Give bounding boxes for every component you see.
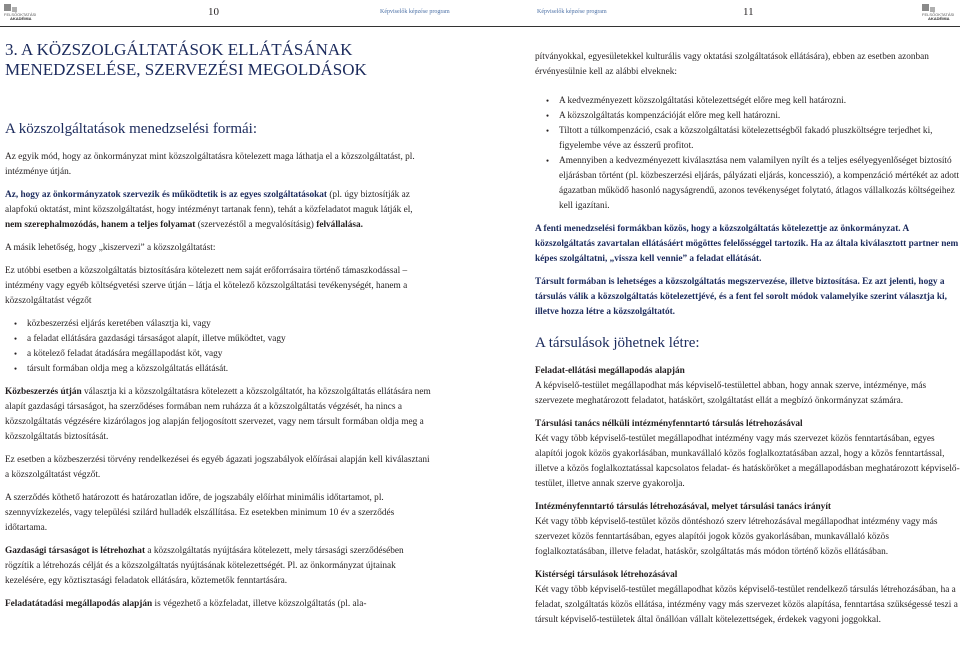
list-item: ● A kedvezményezett közszolgáltatási kötelezettségét előre meg kell határozni.: [559, 94, 960, 109]
paragraph: A szerződés köthető határozott és határozatlan időre, de jogszabály előírhat minimális időtartamot, pl. szennyvízkezelés, vagy települési szilárd hulladék elszállítása. Ez esetekben minimum 10 év a szerződés időtartama.: [5, 493, 395, 533]
section-title: A közszolgáltatások menedzselési formái:: [5, 121, 258, 137]
left-content: [5, 40, 431, 620]
subsection-title: Társulási tanács nélküli intézményfenntartó társulás létrehozásával: [535, 419, 803, 429]
paragraph: Két vagy több képviselő-testület megállapodhat közös képviselő-testület rendelkező társulás létrehozásában, ha a feladat, szolgáltatás közös ellátása, intézmény vagy más szervezet közös alapítása, fenntartása szükségessé teszi a társult képviselő-testületek által önállóan vállalt kötelezettségek, érdekek vagyoni joggokkal.: [535, 585, 958, 625]
paragraph: A másik lehetőség, hogy „kiszervezi” a közszolgáltatást:: [5, 243, 216, 253]
subsection-title: Intézményfenntartó társulás létrehozásával, melyet társulási tanács irányít: [535, 502, 831, 512]
paragraph: Az egyik mód, hogy az önkormányzat mint közszolgáltatásra kötelezett maga láthatja el a közszolgáltatást, pl. intézménye útján.: [5, 152, 415, 177]
paragraph: A képviselő-testület megállapodhat más képviselő-testülettel abban, hogy annak szerve, intézménye, más szervezete meghatározott feladatot, hatáskört, szolgáltatást ellát a megbízó önkormányzat számára.: [535, 381, 927, 406]
page-header: [0, 0, 480, 27]
paragraph: Két vagy több képviselő-testület megállapodhat intézmény vagy más szervezet közös fenntartásában, egyes alapítói jogok közös gyakorlásában, munkavállaló közös foglalkoztatásában azzal, hogy a közös fenntartással, illetve a közös foglalkoztatással kapcsolatos feladat- és hatásköröket a megállapodásban meghatározott képviselő-testület, illetve annak szerve gyakorolja.: [535, 434, 960, 489]
list-item: ● a kötelező feladat átadására megállapodást köt, vagy: [27, 347, 431, 362]
list-item: ● Amennyiben a kedvezményezett kiválasztása nem valamilyen nyílt és a teljes esélyegyenlőséget biztosító eljárásban történt (pl. közbeszerzési eljárás, pályázati eljárás, koncesszió), a kompenzáció mértékét az adott ágazatban működő hasonló nagyságrendű, azonos tevékenységet folytató, átlagos vállalkozás költségeihez kell igazítani.: [559, 154, 960, 214]
list-item: ● társult formában oldja meg a közszolgáltatás ellátását.: [27, 362, 431, 377]
subsection-title: Kistérségi társulások létrehozásával: [535, 570, 678, 580]
right-page: [480, 0, 960, 669]
paragraph: Társult formában is lehetséges a közszolgáltatás megszervezése, illetve biztosítása. Ez azt jelenti, hogy a társulás válik a közszolgáltatás kötelezettjévé, és a fent fel sorolt módok valamelyike szerint választja ki, illetve hozza létre a közszolgáltatót.: [535, 277, 947, 317]
paragraph: A fenti menedzselési formákban közös, hogy a közszolgáltatás kötelezettje az önkormányzat. A közszolgáltatás zavartalan ellátásáért mögöttes felelősséggel tartozik. Ha az általa kiválasztott partner nem képes szolgáltatni, „vissza kell vennie” a feladat ellátását.: [535, 224, 959, 264]
paragraph: Feladatátadási megállapodás alapján is végezhető a közfeladat, illetve közszolgáltatás (pl. ala-: [5, 599, 367, 609]
page-number: 10: [208, 6, 219, 18]
page-number: 11: [743, 6, 754, 18]
academy-logo-icon: FELSŐOKTATÁSI AKADÉMIA: [4, 4, 38, 21]
paragraph: Két vagy több képviselő-testület közös döntéshozó szerv létrehozásával megállapodhat intézmény vagy más szervezet közös fenntartásában, egyes alapítói jogok közös gyakorlásában, munkavállaló közös foglalkoztatásában, illetve feladat, hatáskör, szolgáltatás más módon történő közös ellátásában.: [535, 517, 938, 557]
chapter-title: 3. A KÖZSZOLGÁLTATÁSOK ELLÁTÁSÁNAK MENEDZSELÉSE, SZERVEZÉSI MEGOLDÁSOK: [5, 40, 367, 79]
list-item: ● A közszolgáltatás kompenzációját előre meg kell határozni.: [559, 109, 960, 124]
bullet-list: [5, 317, 431, 377]
page-header: [480, 0, 960, 27]
paragraph: Ez esetben a közbeszerzési törvény rendelkezései és egyéb ágazati jogszabályok előírásai alapján kell kiválasztani a közszolgáltatást végzőt.: [5, 455, 430, 480]
paragraph: pítványokkal, egyesületekkel kulturális vagy oktatási szolgáltatások ellátására), ebben az esetben azonban érvényesülnie kell az alábbi elveknek:: [535, 52, 929, 77]
paragraph: Gazdasági társaságot is létrehozhat a közszolgáltatás nyújtására kötelezett, mely társasági szerződésében rögzítik a létrehozás célját és a közszolgáltatás nyújtásának kötelezettségét. Pl. az önkormányzat újtainak kezelésére, egy köztisztasági feladatok ellátására, köztemetők fenntartására.: [5, 546, 404, 586]
academy-logo-icon: FELSŐOKTATÁSI AKADÉMIA: [922, 4, 956, 21]
header-program: Képviselők képzése program: [537, 9, 607, 15]
list-item: ● Tiltott a túlkompenzáció, csak a közszolgáltatási kötelezettségből fakadó pluszköltségre terjedhet ki, figyelembe véve az ésszerű profitot.: [559, 124, 960, 154]
section-title: A társulások jöhetnek létre:: [535, 335, 700, 351]
paragraph: Az, hogy az önkormányzatok szervezik és működtetik is az egyes szolgáltatásokat (pl. úgy biztosítják az alapfokú oktatást, mint közszolgáltatást, hogy intézményt tartanak fenn), tehát a közfeladatot maguk látják el, nem szerephalmozódás, hanem a teljes folyamat (szervezéstől a megvalósításig) felvállalása.: [5, 190, 413, 230]
subsection-title: Feladat-ellátási megállapodás alapján: [535, 366, 685, 376]
list-item: ● a feladat ellátására gazdasági társaságot alapít, illetve működtet, vagy: [27, 332, 431, 347]
paragraph: Ez utóbbi esetben a közszolgáltatás biztosítására kötelezett nem saját erőforrásaira történő támaszkodással – intézmény vagy egyéb költségvetési szerve útján – látja el kötelező közszolgáltatási tevékenységét, hanem a közszolgáltatást végzőt: [5, 266, 408, 306]
list-item: ● közbeszerzési eljárás keretében választja ki, vagy: [27, 317, 431, 332]
header-program: Képviselők képzése program: [380, 9, 450, 15]
paragraph: Közbeszerzés útján választja ki a közszolgáltatásra kötelezett a közszolgáltatót, ha közszolgáltatás ellátására nem alapít gazdasági társaságot, ha szerződéses formában nem ruházza át a közszolgáltatás végzését, ha nincs a közszolgáltatás végzésére kizárólagos jog alapján feljogosított szervezet, vagy nem társult formában oldja meg a közszolgáltatás biztosítását.: [5, 387, 431, 442]
right-content: [535, 50, 960, 636]
bullet-list: [535, 94, 960, 214]
